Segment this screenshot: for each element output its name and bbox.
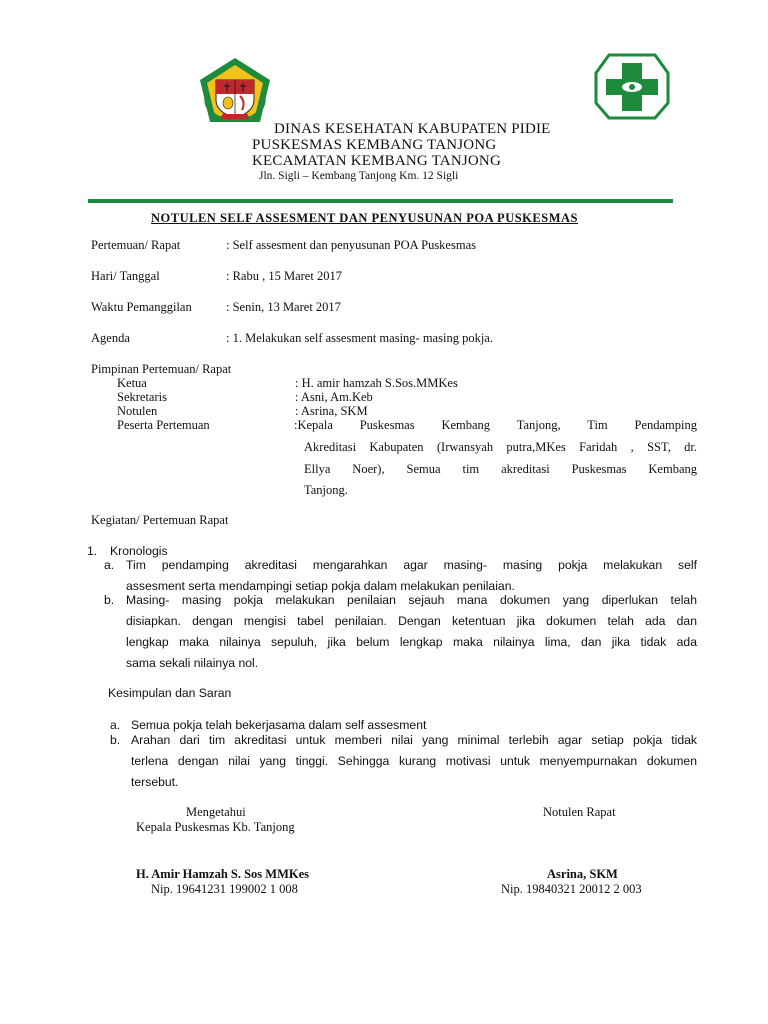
kronologis-a-line-2: assesment serta mendampingi setiap pokja dalam melakukan penilaian. [126,579,515,593]
kronologis-a-line-1: Tim pendamping akreditasi mengarahkan agar masing- masing pokja melakukan self [126,558,697,572]
header-divider [88,199,673,203]
pimpinan-value-notulen: : Asrina, SKM [295,404,368,418]
field-value-tanggal: : Rabu , 15 Maret 2017 [226,269,342,283]
pimpinan-heading: Pimpinan Pertemuan/ Rapat [91,362,232,376]
pimpinan-value-sekretaris: : Asni, Am.Keb [295,390,373,404]
kegiatan-heading: Kegiatan/ Pertemuan Rapat [91,513,229,527]
kesimpulan-b-line-1: Arahan dari tim akreditasi untuk memberi nilai yang minimal terlebih agar setiap pokja tidak [131,733,697,747]
kronologis-heading: Kronologis [110,544,168,558]
sign-right-name: Asrina, SKM [547,867,618,881]
kronologis-b-line-4: sama sekali nilainya nol. [126,656,259,670]
kronologis-b-line-1: Masing- masing pokja melakukan penilaian sejauh mana dokumen yang diperlukan telah [126,593,697,607]
sign-left-name: H. Amir Hamzah S. Sos MMKes [136,867,310,881]
kesimpulan-heading: Kesimpulan dan Saran [108,686,232,700]
sign-right-nip: Nip. 19840321 20012 2 003 [501,882,642,896]
header-address: Jln. Sigli – Kembang Tanjong Km. 12 Sigli [259,170,459,182]
header-kecamatan: KECAMATAN KEMBANG TANJONG [252,153,501,169]
kronologis-b-line-3: lengkap maka nilainya sepuluh, jika belum lengkap maka nilainya lima, dan jika tidak ada [126,635,697,649]
peserta-line-4: Tanjong. [304,483,348,497]
kesimpulan-a-line-1: Semua pokja telah bekerjasama dalam self assesment [131,718,427,732]
document-title: NOTULEN SELF ASSESMENT DAN PENYUSUNAN POA PUSKESMAS [151,211,578,225]
sign-right-role: Notulen Rapat [543,805,616,819]
pimpinan-value-peserta: :Kepala Puskesmas Kembang Tanjong, Tim Pendamping [294,418,697,432]
pimpinan-label-notulen: Notulen [117,404,158,418]
sign-left-mengetahui: Mengetahui [186,805,246,819]
field-value-agenda: : 1. Melakukan self assesment masing- masing pokja. [226,331,493,345]
district-emblem-logo [198,56,272,126]
pimpinan-label-sekretaris: Sekretaris [117,390,167,404]
field-value-waktu: : Senin, 13 Maret 2017 [226,300,341,314]
kesimpulan-b-line-3: tersebut. [131,775,179,789]
field-label-pertemuan: Pertemuan/ Rapat [91,238,181,252]
kesimpulan-a-marker: a. [110,718,121,732]
kesimpulan-b-marker: b. [110,733,121,747]
pimpinan-label-ketua: Ketua [117,376,147,390]
header-agency: DINAS KESEHATAN KABUPATEN PIDIE [274,121,551,137]
header-puskesmas: PUSKESMAS KEMBANG TANJONG [252,137,497,153]
peserta-line-3: Ellya Noer), Semua tim akreditasi Puskesmas Kembang [304,462,697,476]
peserta-line-2: Akreditasi Kabupaten (Irwansyah putra,MKes Faridah , SST, dr. [304,440,697,454]
field-label-tanggal: Hari/ Tanggal [91,269,160,283]
kesimpulan-b-line-2: terlena dengan nilai yang tinggi. Sehingga kurang motivasi untuk menyempurnakan dokumen [131,754,697,768]
sign-left-role: Kepala Puskesmas Kb. Tanjong [136,820,295,834]
pimpinan-value-ketua: : H. amir hamzah S.Sos.MMKes [295,376,458,390]
kronologis-b-marker: b. [104,593,115,607]
pimpinan-label-peserta: Peserta Pertemuan [117,418,210,432]
field-label-waktu: Waktu Pemanggilan [91,300,192,314]
kronologis-b-line-2: disiapkan. dengan mengisi tabel penilaian. Dengan ketentuan jika dokumen telah ada dan [126,614,697,628]
sign-left-nip: Nip. 19641231 199002 1 008 [151,882,298,896]
kronologis-a-marker: a. [104,558,115,572]
green-cross-logo [594,53,670,120]
kronologis-number: 1. [87,544,98,558]
field-value-pertemuan: : Self assesment dan penyusunan POA Puskesmas [226,238,476,252]
field-label-agenda: Agenda [91,331,130,345]
